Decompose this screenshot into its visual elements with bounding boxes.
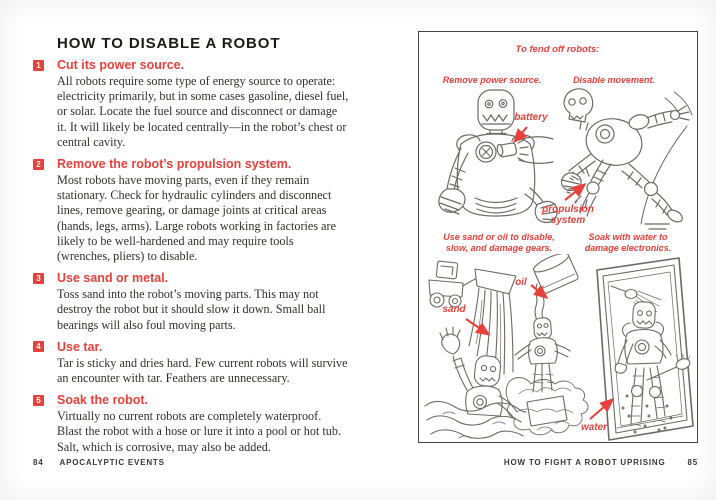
caption-remove-power: Remove power source. xyxy=(442,75,542,85)
page-number-left: 84 xyxy=(33,458,44,467)
step-3 xyxy=(33,270,349,333)
step-heading: Cut its power source. xyxy=(57,58,185,72)
page-number-right: 85 xyxy=(687,458,698,467)
propulsion-label: propulsion system xyxy=(542,204,594,226)
sand-label: sand xyxy=(442,304,466,315)
caption-line: damage electronics. xyxy=(584,243,672,253)
step-body: Toss sand into the robot’s moving parts. This may not destroy the robot but it should slow it down. Small ball bearings will also foul moving parts. xyxy=(57,287,326,332)
step-number-badge: 2 xyxy=(33,159,44,170)
step-number-badge: 1 xyxy=(33,60,44,71)
caption-line: Use sand or oil to disable, xyxy=(443,232,555,242)
step-heading: Soak the robot. xyxy=(57,393,148,408)
step-list xyxy=(33,57,349,461)
shower-illustration xyxy=(587,256,699,442)
battery-label: battery xyxy=(514,112,548,123)
step-heading: Use sand or metal. xyxy=(57,271,169,286)
step-2 xyxy=(33,156,349,264)
step-1 xyxy=(33,57,349,150)
caption-line: slow, and damage gears. xyxy=(445,243,553,253)
step-number-badge: 3 xyxy=(33,273,44,284)
left-footer xyxy=(33,458,165,467)
step-body: All robots require some type of energy source to operate: electricity primarily, but in some cases gasoline, diesel fuel, or solar. Locate the fuel source and disconnect or damage it. It will likely be located centrally—in the robot’s chest or central cavity. xyxy=(57,74,349,149)
step-heading: Use tar. xyxy=(57,339,103,354)
step-number-badge: 4 xyxy=(33,341,44,352)
step-body: Virtually no current robots are completely waterproof. Blast the robot with a hose or lure it into a pool or hot tub. Salt, which is corrosive, may also be added. xyxy=(57,409,341,454)
step-4 xyxy=(33,339,349,386)
water-label: water xyxy=(580,422,608,433)
panel-title: To fend off robots: xyxy=(515,44,600,55)
step-body: Most robots have moving parts, even if they remain stationary. Check for hydraulic cylinders and disconnect lines, remove gearing, or damage joints at critical areas (hands, legs, arms). Large robots working in factories are likely to be well-hardened and may require tools (wrenches, pliers) to disable. xyxy=(57,173,336,264)
section-title: APOCALYPTIC EVENTS xyxy=(59,458,165,467)
caption-disable-movement: Disable movement. xyxy=(572,75,656,85)
page-title: HOW TO DISABLE A ROBOT xyxy=(57,35,281,52)
step-5 xyxy=(33,392,349,455)
caption-sand-oil xyxy=(424,232,574,254)
oil-label: oil xyxy=(515,277,527,288)
step-heading: Remove the robot’s propulsion system. xyxy=(57,157,292,172)
right-footer xyxy=(504,458,698,467)
illustration-panel xyxy=(418,31,698,443)
caption-line: Soak with water to xyxy=(588,232,668,242)
step-number-badge: 5 xyxy=(33,395,44,406)
step-body: Tar is sticky and dries hard. Few current robots will survive an encounter with tar. Feathers are unnecessary. xyxy=(57,355,348,386)
caption-soak-water xyxy=(553,232,703,254)
chapter-title: HOW TO FIGHT A ROBOT UPRISING xyxy=(503,458,666,467)
